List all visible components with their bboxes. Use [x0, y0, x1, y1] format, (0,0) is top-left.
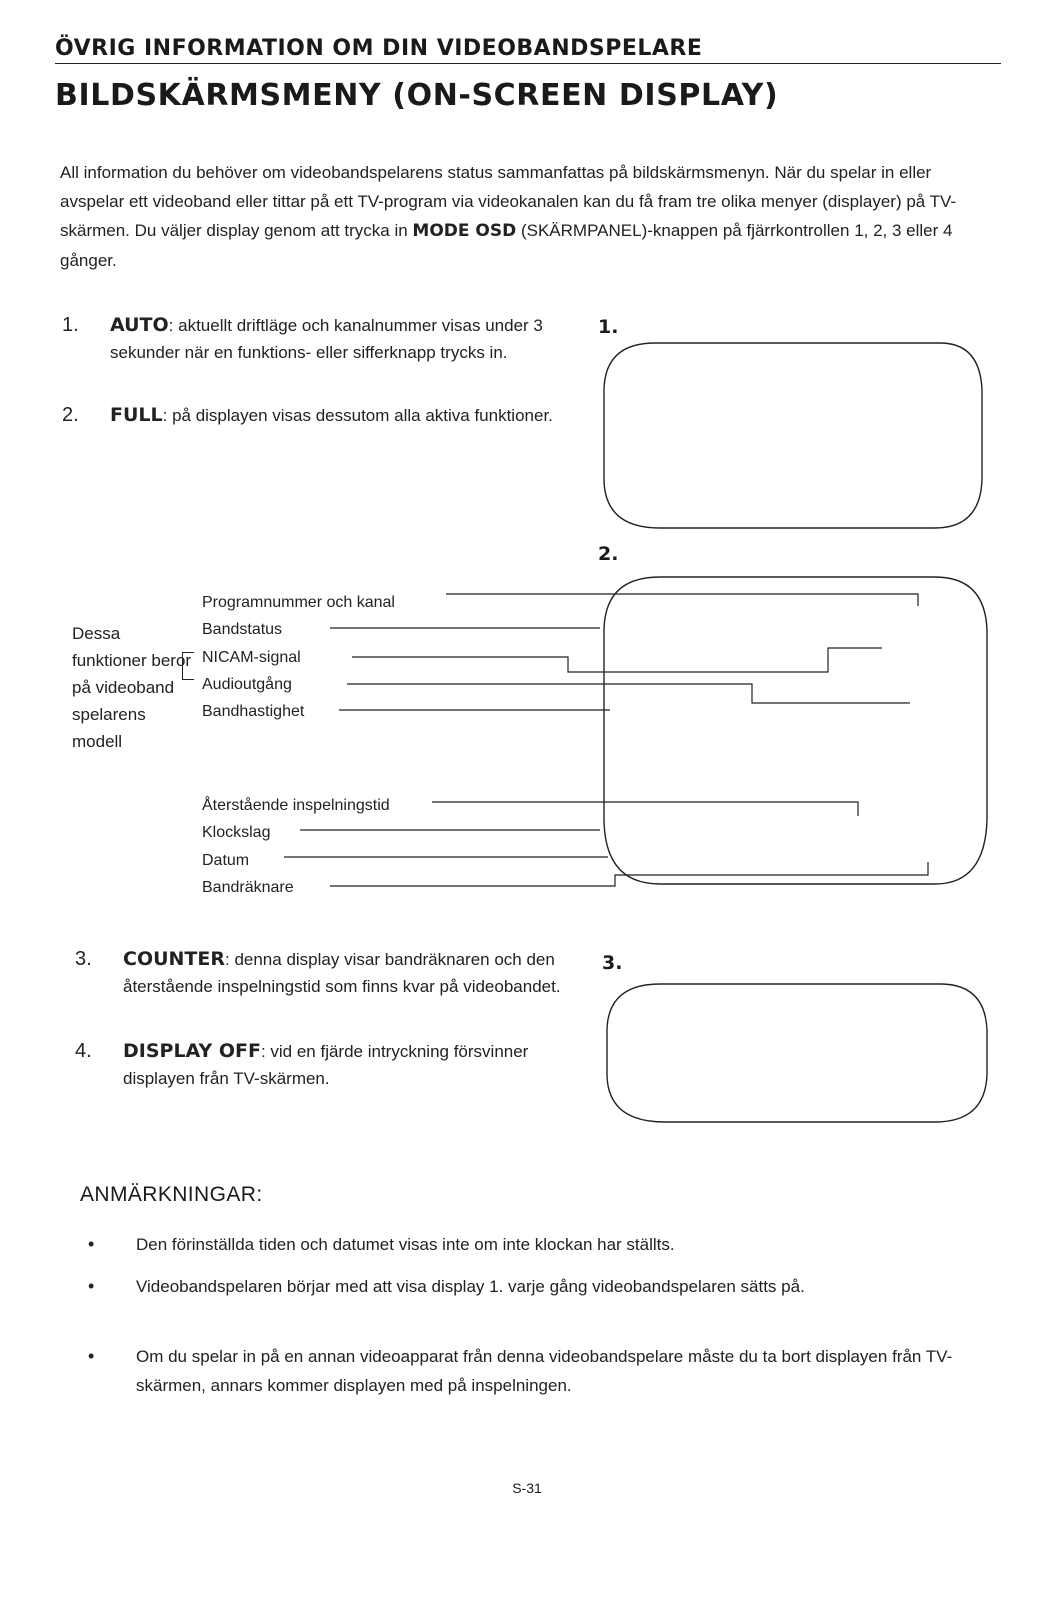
- item-keyword: COUNTER: [123, 948, 225, 970]
- label-bandhastighet: Bandhastighet: [202, 703, 305, 720]
- note-text: Den förinställda tiden och datumet visas inte om inte klockan har ställts.: [136, 1235, 675, 1254]
- notes-heading: ANMÄRKNINGAR:: [80, 1183, 263, 1206]
- item-text: : vid en fjärde intryckning försvinner displayen från TV-skärmen.: [123, 1042, 529, 1088]
- bullet-icon: •: [88, 1346, 95, 1366]
- bullet-icon: •: [88, 1234, 95, 1254]
- label-bandstatus: Bandstatus: [202, 621, 283, 638]
- item-keyword: FULL: [110, 404, 163, 426]
- label-nicam: NICAM-signal: [202, 649, 301, 666]
- leader-line-bandraknare: [330, 862, 928, 886]
- label-klockslag: Klockslag: [202, 824, 271, 841]
- label-datum: Datum: [202, 852, 250, 869]
- note-text: Videobandspelaren börjar med att visa display 1. varje gång videobandspelaren sätts på.: [136, 1277, 805, 1296]
- intro-text-before: All information du behöver om videobandspelarens status sammanfattas på bildskärmsmenyn. När du spelar in eller avspelar ett videoband eller tittar på ett TV-program via videokanalen kan du få fram tre olika menyer (displayer) på TV-skärmen. Du väljer display genom att trycka in: [60, 163, 957, 240]
- label-audioutgang: Audioutgång: [202, 676, 292, 693]
- screen-number-1: 1.: [598, 316, 619, 338]
- diagram-side-note: Dessa funktioner beror på videoband spelarens modell: [72, 624, 192, 751]
- bullet-icon: •: [88, 1276, 95, 1296]
- item-text: : denna display visar bandräknaren och den återstående inspelningstid som finns kvar på videobandet.: [123, 950, 561, 996]
- item-number: 1.: [62, 314, 79, 336]
- screen-number-2: 2.: [598, 543, 619, 565]
- item-number: 3.: [75, 948, 92, 970]
- tv-screen-1: [604, 343, 982, 528]
- label-bandraknare: Bandräknare: [202, 879, 294, 896]
- leader-line-audioutgang: [347, 684, 910, 703]
- item-keyword: AUTO: [110, 314, 169, 336]
- item-keyword: DISPLAY OFF: [123, 1040, 261, 1062]
- item-number: 4.: [75, 1040, 92, 1062]
- label-aterstaende: Återstående inspelningstid: [202, 797, 390, 814]
- leader-line-programnummer: [446, 594, 918, 606]
- item-text: : på displayen visas dessutom alla aktiva funktioner.: [162, 406, 553, 425]
- page-title: BILDSKÄRMSMENY (ON-SCREEN DISPLAY): [55, 78, 779, 113]
- item-number: 2.: [62, 404, 79, 426]
- mode-osd-button-name: MODE OSD: [412, 221, 517, 241]
- screen-number-3: 3.: [602, 952, 623, 974]
- item-text: : aktuellt driftläge och kanalnummer visas under 3 sekunder när en funktions- eller sifferknapp trycks in.: [110, 316, 543, 362]
- intro-text-after: (SKÄRMPANEL)-knappen på fjärrkontrollen 1, 2, 3 eller 4 gånger.: [60, 221, 953, 270]
- note-text: Om du spelar in på en annan videoapparat från denna videobandspelare måste du ta bort displayen från TV-skärmen, annars kommer displayen med på inspelningen.: [136, 1347, 953, 1395]
- leader-line-nicam: [352, 648, 882, 672]
- leader-line-aterstaende: [432, 802, 858, 816]
- page-number: S-31: [512, 1480, 542, 1496]
- tv-screen-2: [604, 577, 987, 884]
- tv-screen-3: [607, 984, 987, 1122]
- label-programnummer: Programnummer och kanal: [202, 594, 395, 611]
- section-title: ÖVRIG INFORMATION OM DIN VIDEOBANDSPELARE: [55, 36, 703, 61]
